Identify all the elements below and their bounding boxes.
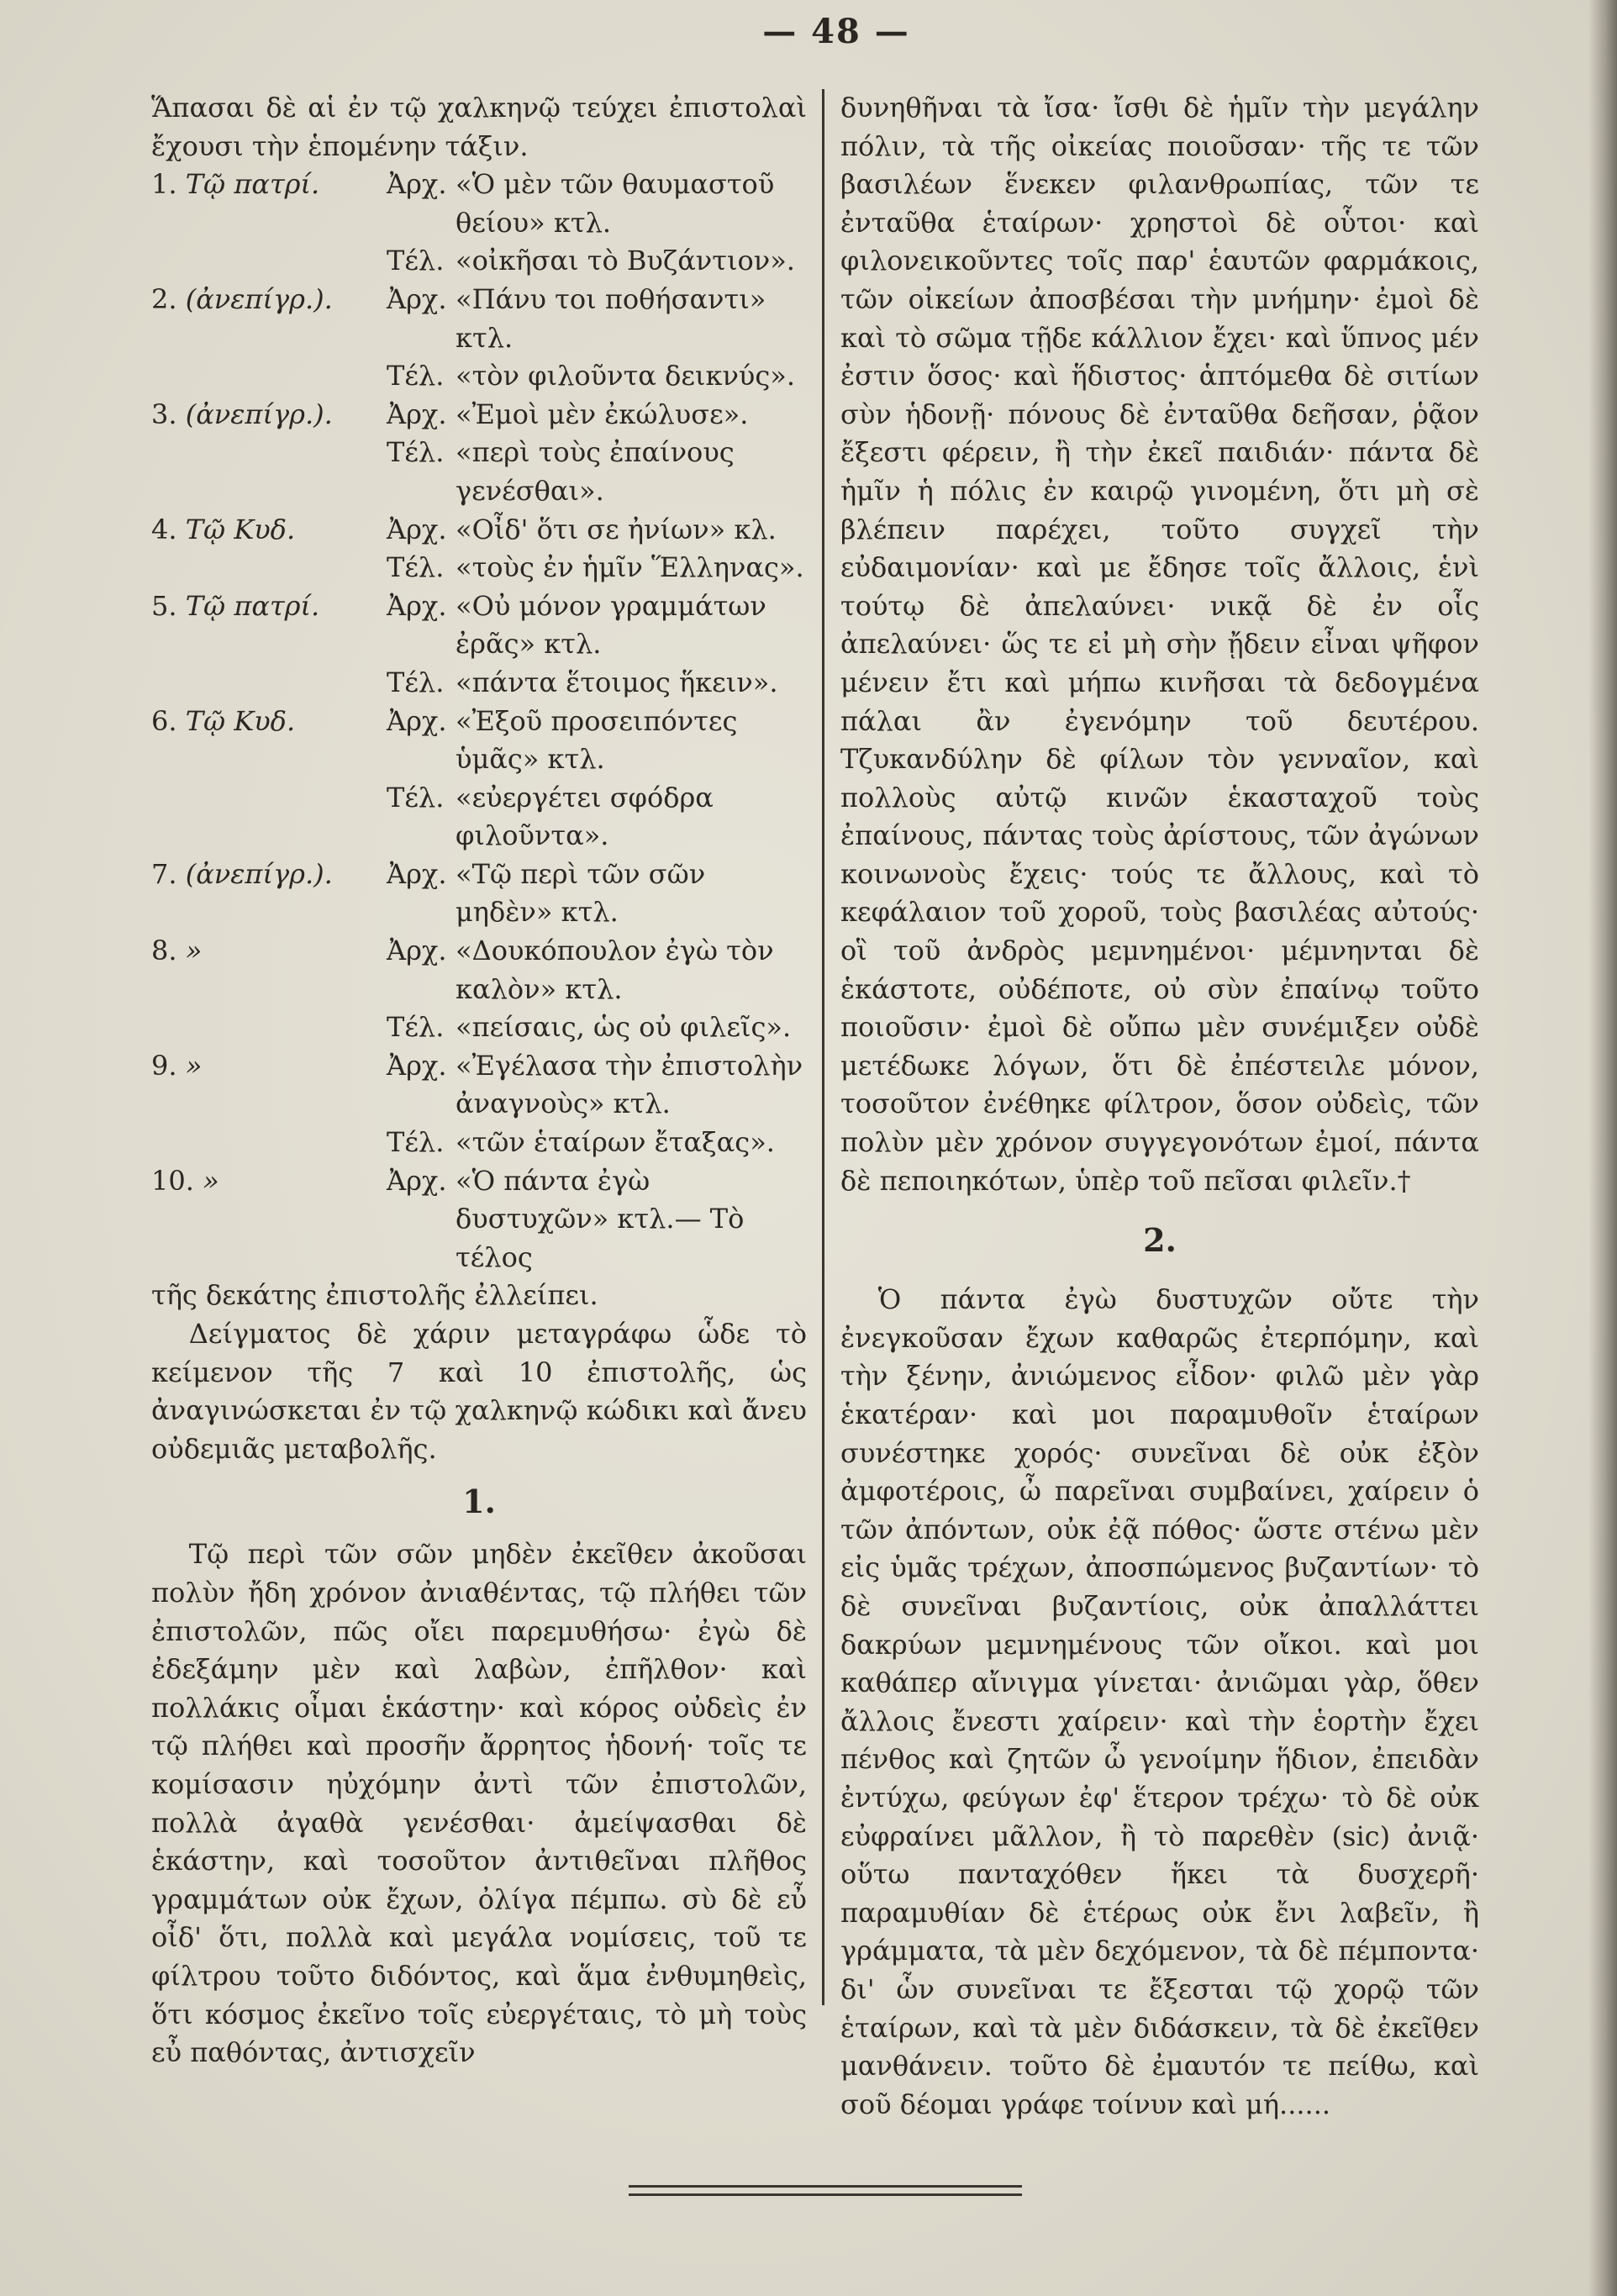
letter-index-entry (151, 357, 807, 396)
entry-incipit: «Ἐγέλασα τὴν ἐπιστολὴν ἀναγνοὺς» κτλ. (456, 1049, 803, 1120)
entry-number: 3. (151, 398, 177, 430)
entry-tag: Ἀρχ. (387, 704, 447, 737)
entry-number: 4. (151, 513, 177, 545)
sample-note-paragraph: Δείγματος δὲ χάριν μεταγράφω ὧδε τὸ κείμενον τῆς 7 καὶ 10 ἐπιστολῆς, ὡς ἀναγινώσκεται ἐν τῷ χαλκηνῷ κώδικι καὶ ἄνευ οὐδεμιᾶς μεταβολῆς. (151, 1318, 807, 1465)
letter-index-entry (151, 1008, 807, 1047)
entry-incipit: «Οὐ μόνον γραμμάτων ἐρᾶς» κτλ. (456, 589, 766, 661)
letter-index-entry (151, 166, 807, 242)
entry-tag: Τέλ. (387, 551, 445, 584)
entry-incipit: «Οἶδ' ὅτι σε ἠνίων» κλ. (456, 513, 777, 545)
entry-number-lemma (151, 1162, 387, 1201)
letter-index-list (151, 166, 807, 1277)
entry-incipit: «Ὁ πάντα ἐγὼ δυστυχῶν» κτλ.— Τὸ τέλος (456, 1164, 745, 1273)
entry-incipit: «πείσαις, ὡς οὐ φιλεῖς». (456, 1011, 792, 1044)
entry-incipit: «τὸν φιλοῦντα δεικνύς». (456, 360, 796, 392)
entry-tag: Ἀρχ. (387, 282, 447, 315)
entry-addressee: Τῷ πατρί. (185, 589, 320, 622)
entry-number: 2. (151, 282, 177, 315)
entry-number-lemma (151, 932, 387, 971)
entry-tag: Τέλ. (387, 436, 445, 469)
entry-number-lemma (151, 166, 387, 204)
letter-index-entry (151, 549, 807, 587)
letter-2-text: Ὁ πάντα ἐγὼ δυστυχῶν οὔτε τὴν ἐνεγκοῦσαν ἔχων καθαρῶς ἐτερπόμην, καὶ τὴν ξένην, ἀνιώμενος εἶδον· φιλῶ μὲν γὰρ ἑκατέραν· καὶ μοι παραμυθοῖν ἑταίρων συνέστηκε χορός· συνεῖναι δὲ οὐκ ἐξὸν ἀμφοτέροις, ὦ παρεῖναι συμβαίνει, χαίρειν ὁ τῶν ἀπόντων, οὐκ ἐᾷ πόθος· ὥστε στένω μὲν εἰς ὑμᾶς τρέχων, ἀποσπώμενος βυζαντίων· τὸ δὲ συνεῖναι βυζαντίοις, οὐκ ἀπαλλάττει δακρύων μεμνημένους τῶν οἴκοι. καὶ μοι καθάπερ αἴνιγμα γίνεται· ἀνιῶμαι γὰρ, ὅθεν ἄλλοις ἔνεστι χαίρειν· καὶ τὴν ἑορτὴν ἔχει πένθος καὶ ζητῶν ὦ γενοίμην ἥδιον, ἐπειδὰν ἐντύχω, φεύγων ἐφ' ἕτερον τρέχω· τὸ δὲ οὐκ εὐφραίνει μᾶλλον, ἢ τὸ παρεθὲν (sic) ἀνιᾷ· οὕτω πανταχόθεν ἥκει τὰ δυσχερῆ· παραμυθίαν δὲ ἑτέρως οὐκ ἔνι λαβεῖν, ἢ γράμματα, τὰ μὲν δεχόμενον, τὰ δὲ πέμποντα· δι' ὧν συνεῖναι τε ἔξεσται τῷ χορῷ τῶν ἑταίρων, καὶ τὰ μὲν διδάσκειν, τὰ δὲ ἐκεῖθεν μανθάνειν. τοῦτο δὲ ἐμαυτόν τε πείθω, καὶ σοῦ δέομαι γράφε τοίνυν καὶ μή...... (840, 1283, 1479, 2120)
entry-number: 8. (151, 935, 177, 967)
entry-addressee: Τῷ Κυδ. (185, 704, 296, 737)
entry-incipit: «εὐεργέτει σφόδρα φιλοῦντα». (456, 781, 714, 852)
entry-incipit: «Ἐμοὶ μὲν ἐκώλυσε». (456, 398, 749, 430)
entry-number: 5. (151, 589, 177, 622)
letter-index-entry (151, 587, 807, 664)
entry-tag: Ἀρχ. (387, 935, 447, 967)
entry-tag: Τέλ. (387, 1011, 445, 1044)
entry-incipit: «Πάνυ τοι ποθήσαντι» κτλ. (456, 282, 766, 354)
entry-tag: Τέλ. (387, 1126, 445, 1159)
entry-tag: Ἀρχ. (387, 857, 447, 890)
entry-number: 10. (151, 1164, 194, 1197)
entry-tag: Ἀρχ. (387, 398, 447, 430)
entry-tag: Τέλ. (387, 781, 445, 814)
closing-rule-bottom (629, 2193, 1022, 2196)
entry-addressee: » (185, 1049, 203, 1082)
entry-incipit: «Τῷ περὶ τῶν σῶν μηδὲν» κτλ. (456, 857, 706, 929)
letter-index-entry (151, 511, 807, 550)
entry-number-lemma (151, 1047, 387, 1086)
entry-tag: Ἀρχ. (387, 1049, 447, 1082)
entry-number: 1. (151, 168, 177, 201)
entry-incipit: «τοὺς ἐν ἡμῖν Ἕλληνας». (456, 551, 804, 584)
letter-index-entry (151, 779, 807, 856)
letter-index-entry (151, 1162, 807, 1277)
entry-addressee: Τῷ Κυδ. (185, 513, 296, 545)
entry-tag: Τέλ. (387, 360, 445, 392)
entry-addressee: (ἀνεπίγρ.). (185, 857, 333, 890)
entry-addressee: Τῷ πατρί. (185, 168, 320, 201)
letter-index-entry (151, 932, 807, 1008)
entry-incipit: «πάντα ἕτοιμος ἥκειν». (456, 666, 778, 698)
letter-index-entry (151, 664, 807, 703)
letter-index-entry (151, 281, 807, 357)
letter-index-entry (151, 242, 807, 281)
entry-addressee: (ἀνεπίγρ.). (185, 282, 333, 315)
entry-number-lemma (151, 703, 387, 741)
entry-number: 6. (151, 704, 177, 737)
section-heading-2: 2. (1143, 1221, 1177, 1260)
entry-incipit: «Ἐξοῦ προσειπόντες ὑμᾶς» κτλ. (456, 704, 738, 776)
letter-index-entry (151, 1124, 807, 1162)
letter-index-entry (151, 434, 807, 510)
entry-incipit: «τῶν ἑταίρων ἔταξας». (456, 1126, 775, 1159)
page-number: — 48 — (762, 12, 910, 51)
entry-number-lemma (151, 856, 387, 894)
intro-paragraph: Ἅπασαι δὲ αἱ ἐν τῷ χαλκηνῷ τεύχει ἐπιστολαὶ ἔχουσι τὴν ἑπομένην τάξιν. (151, 92, 807, 162)
entry-tag: Ἀρχ. (387, 1164, 447, 1197)
entry-tag: Τέλ. (387, 245, 445, 277)
letter-1-continuation: δυνηθῆναι τὰ ἴσα· ἴσθι δὲ ἡμῖν τὴν μεγάλην πόλιν, τὰ τῆς οἰκείας ποιοῦσαν· τῆς τε τῶν βασιλέων ἕνεκεν φιλανθρωπίας, τῶν τε ἐνταῦθα ἑταίρων· χρηστοὶ δὲ οὗτοι· καὶ φιλονεικοῦντες τοῖς παρ' ἑαυτῶν φαρμάκοις, τῶν οἰκείων ἀποσβέσαι τὴν μνήμην· ἐμοὶ δὲ καὶ τὸ σῶμα τῇδε κάλλιον ἔχει· καὶ ὕπνος μέν ἐστιν ὅσος· καὶ ἥδιστος· ἁπτόμεθα δὲ σιτίων σὺν ἡδονῇ· πόνους δὲ ἐνταῦθα δεῆσαν, ῥᾷον ἔξεστι φέρειν, ἢ τὴν ἐκεῖ παιδιάν· πάντα δὲ ἡμῖν ἡ πόλις ἐν καιρῷ γινομένη, ὅτι μὴ σὲ βλέπειν παρέχει, τοῦτο συγχεῖ τὴν εὐδαιμονίαν· καὶ με ἔδησε τοῖς ἄλλοις, ἑνὶ τούτῳ δὲ ἀπελαύνει· νικᾷ δὲ ἐν οἷς ἀπελαύνει· ὥς τε εἰ μὴ σὴν ᾔδειν εἶναι ψῆφον μένειν ἔτι καὶ μήπω κινῆσαι τὰ δεδογμένα πάλαι ἂν ἐγενόμην τοῦ δευτέρου. Τζυκανδύλην δὲ φίλων τὸν γενναῖον, καὶ πολλοὺς αὐτῷ κινῶν ἑκασταχοῦ τοὺς ἐπαίνους, πάντας τοὺς ἀρίστους, τῶν ἀγώνων κοινωνοὺς ἔχεις· τούς τε ἄλλους, καὶ τὸ κεφάλαιον τοῦ χοροῦ, τοὺς βασιλέας αὐτούς· οἳ τοῦ ἀνδρὸς μεμνημένοι· μέμνηνται δὲ ἑκάστοτε, οὐδέποτε, οὐ σὺν ἐπαίνῳ τοῦτο ποιοῦσιν· ἐμοὶ δὲ οὔπω μὲν συνέμιξεν οὐδὲ μετέδωκε λόγων, ὅτι δὲ ἐπέστειλε μόνον, τοσοῦτον ἐνέθηκε φίλτρον, ὅσον οὐδεὶς, τῶν πολὺν μὲν χρόνον συγγεγονότων ἐμοί, πάντα δὲ πεποιηκότων, ὑπὲρ τοῦ πεῖσαι φιλεῖν.† (840, 92, 1479, 1197)
column-divider (822, 89, 824, 2005)
entry-tag: Ἀρχ. (387, 513, 447, 545)
entry-number: 7. (151, 857, 177, 890)
right-column (840, 89, 1479, 2124)
letter-1-text: Τῷ περὶ τῶν σῶν μηδὲν ἐκεῖθεν ἀκοῦσαι πολὺν ἤδη χρόνον ἀνιαθέντας, τῷ πλήθει τῶν ἐπιστολῶν, πῶς οἴει παρεμυθήσω· ἐγὼ δὲ ἐδεξάμην μὲν καὶ λαβὼν, ἐπῆλθον· καὶ πολλάκις οἶμαι ἑκάστην· καὶ κόρος οὐδεὶς ἐν τῷ πλήθει καὶ προσῆν ἄρρητος ἡδονή· τοῖς τε κομίσασιν ηὐχόμην ἀντὶ τῶν ἐπιστολῶν, πολλὰ ἀγαθὰ γενέσθαι· ἀμείψασθαι δὲ ἑκάστην, καὶ τοσοῦτον ἀντιθεῖναι πλῆθος γραμμάτων οὐκ ἔχων, ὀλίγα πέμπω. σὺ δὲ εὖ οἶδ' ὅτι, πολλὰ καὶ μεγάλα νομίσεις, τοῦ τε φίλτρου τοῦτο διδόντος, καὶ ἅμα ἐνθυμηθεὶς, ὅτι κόσμος ἐκεῖνο τοῖς εὐεργέταις, τὸ μὴ τοὺς εὖ παθόντας, ἀντισχεῖν (151, 1538, 807, 2069)
letter-index-entry (151, 1047, 807, 1124)
entry-number-lemma (151, 587, 387, 626)
left-column (151, 89, 807, 2072)
entry-addressee: » (185, 935, 203, 967)
entry-tag: Τέλ. (387, 666, 445, 698)
entry-addressee: (ἀνεπίγρ.). (185, 398, 333, 430)
binding-shadow (1588, 0, 1617, 2296)
letter-index-entry (151, 703, 807, 779)
closing-rules (629, 2185, 1022, 2202)
entry-number-lemma (151, 396, 387, 434)
index-note: τῆς δεκάτης ἐπιστολῆς ἐλλείπει. (151, 1279, 598, 1312)
closing-rule-top (629, 2185, 1022, 2188)
section-heading-1: 1. (462, 1482, 496, 1521)
entry-tag: Ἀρχ. (387, 168, 447, 201)
entry-addressee: » (203, 1164, 219, 1197)
entry-incipit: «οἰκῆσαι τὸ Βυζάντιον». (456, 245, 795, 277)
entry-number-lemma (151, 281, 387, 319)
entry-incipit: «περὶ τοὺς ἐπαίνους γενέσθαι». (456, 436, 735, 507)
entry-incipit: «Ὁ μὲν τῶν θαυμαστοῦ θείου» κτλ. (456, 168, 775, 239)
entry-number-lemma (151, 511, 387, 550)
entry-number: 9. (151, 1049, 177, 1082)
letter-index-entry (151, 396, 807, 434)
entry-tag: Ἀρχ. (387, 589, 447, 622)
letter-index-entry (151, 856, 807, 932)
entry-incipit: «Δουκόπουλον ἐγὼ τὸν καλὸν» κτλ. (456, 935, 774, 1005)
